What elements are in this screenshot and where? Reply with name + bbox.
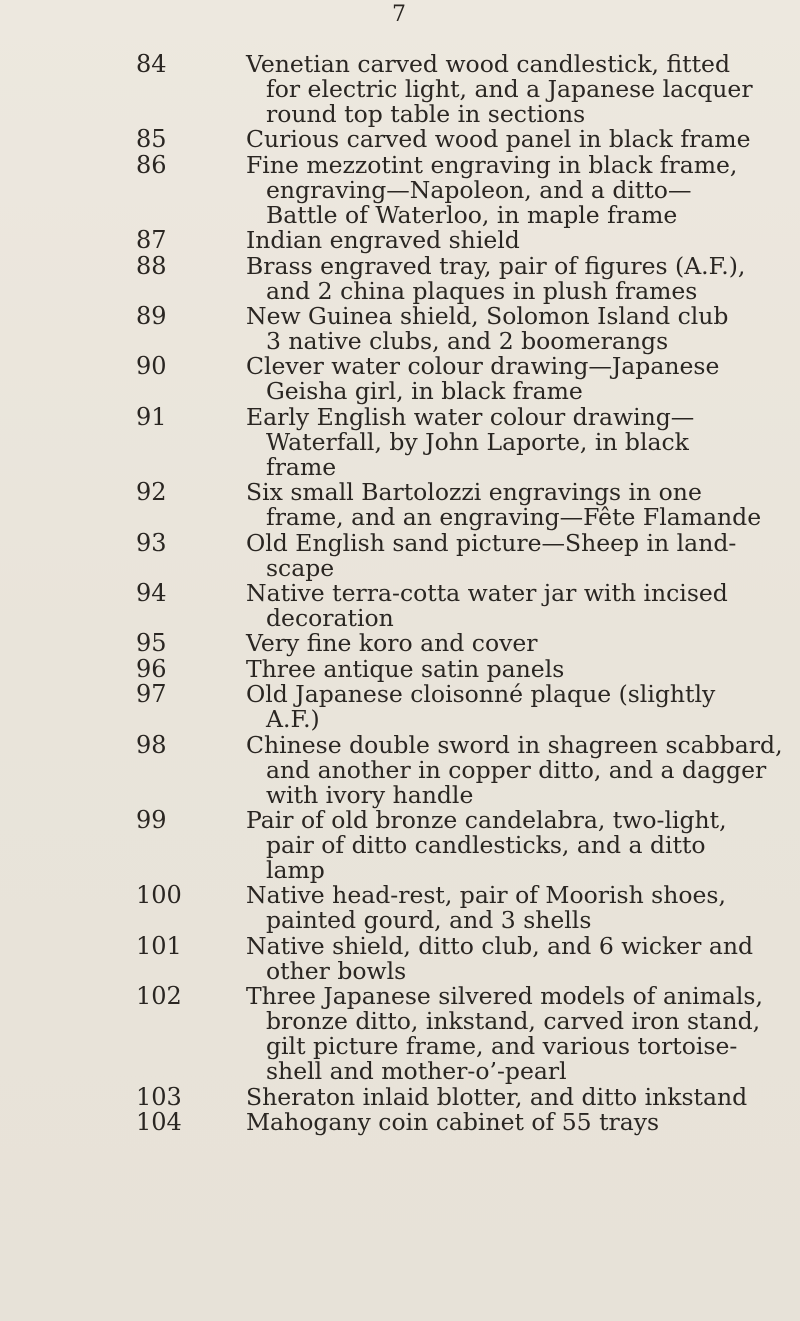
lot-description-line: Mahogany coin cabinet of 55 trays [246, 1108, 660, 1136]
lot-number: 95 [136, 629, 167, 658]
lot-description [246, 354, 792, 404]
lot-number: 93 [136, 528, 167, 557]
lot-number: 102 [136, 982, 182, 1011]
lot-description [246, 808, 792, 883]
lot-description-line: A.F.) [266, 705, 320, 734]
lot-description [246, 883, 792, 933]
lot-number: 86 [136, 150, 167, 179]
lot-description [246, 1110, 792, 1135]
lot-description [246, 402, 792, 481]
lot-number: 97 [136, 680, 167, 709]
lot-description [246, 304, 792, 354]
lot-description-line: Brass engraved tray, pair of figures (A.F.), [246, 251, 746, 280]
lot-description-line: Native terra-cotta water jar with incised [246, 579, 728, 607]
lot-number: 90 [136, 352, 167, 381]
lot-description-line: Geisha girl, in black frame [266, 377, 583, 406]
page-number: 7 [392, 2, 406, 27]
lot-number: 98 [136, 730, 167, 759]
lot-description-line: and 2 china plaques in plush frames [266, 276, 698, 305]
lot-description-line: Three antique satin panels [246, 654, 565, 683]
lot-description [246, 581, 792, 631]
lot-description-line: frame, and an engraving—Fête Flamande [266, 503, 762, 532]
lot-description-line: Chinese double sword in shagreen scabbard, [246, 730, 783, 759]
lot-description [246, 251, 792, 305]
lot-description [246, 984, 792, 1084]
lot-number: 87 [136, 226, 167, 255]
lot-number: 94 [136, 579, 167, 607]
lot-description [246, 631, 792, 656]
lot-number: 85 [136, 125, 167, 154]
lot-number: 100 [136, 881, 182, 910]
lot-description-line: Indian engraved shield [246, 226, 520, 255]
lot-description-line: scape [266, 553, 335, 582]
lot-description-line: 3 native clubs, and 2 boomerangs [266, 327, 669, 355]
lot-description [246, 127, 792, 152]
lot-description-line: Six small Bartolozzi engravings in one [246, 478, 702, 507]
lot-description-line: and another in copper ditto, and a dagger [266, 755, 767, 784]
lot-description [246, 682, 792, 732]
lot-description-line: painted gourd, and 3 shells [266, 906, 592, 935]
lot-description-line: Clever water colour drawing—Japanese [246, 352, 720, 381]
lot-description-line: Very fine koro and cover [246, 629, 538, 658]
lot-description [246, 150, 792, 229]
lot-description [246, 931, 792, 985]
lot-number: 103 [136, 1082, 182, 1111]
lot-number: 88 [136, 251, 167, 280]
lot-description-line: gilt picture frame, and various tortoise- [266, 1032, 738, 1061]
lot-description-line: lamp [266, 856, 325, 884]
lot-description-line: frame [266, 452, 337, 481]
lot-number: 84 [136, 50, 167, 78]
lot-number: 92 [136, 478, 167, 507]
lot-description-line: Three Japanese silvered models of animals, [246, 982, 763, 1011]
lot-number: 89 [136, 302, 167, 330]
lot-description-line: Native shield, ditto club, and 6 wicker and [246, 931, 754, 960]
lot-number: 91 [136, 402, 167, 431]
lot-number: 99 [136, 806, 167, 834]
lot-description-line: Venetian carved wood candlestick, fitted [246, 50, 731, 78]
lot-description-line: with ivory handle [266, 780, 474, 809]
lot-description-line: bronze ditto, inkstand, carved iron stand, [266, 1007, 761, 1036]
lot-description [246, 1082, 792, 1111]
lot-description [246, 228, 792, 253]
lot-description-line: Waterfall, by John Laporte, in black [266, 427, 689, 456]
lot-number: 101 [136, 931, 182, 960]
lot-description-line: Native head-rest, pair of Moorish shoes, [246, 881, 726, 910]
lot-description-line: Fine mezzotint engraving in black frame, [246, 150, 738, 179]
lot-description-line: New Guinea shield, Solomon Island club [246, 302, 729, 330]
lot-description-line: pair of ditto candlesticks, and a ditto [266, 831, 706, 859]
lot-description-line: Old Japanese cloisonné plaque (slightly [246, 680, 716, 709]
lot-description-line: decoration [266, 604, 394, 632]
lot-description-line: Early English water colour drawing— [246, 402, 695, 431]
lot-description-line: engraving—Napoleon, and a ditto— [266, 175, 692, 204]
lot-description [246, 528, 792, 582]
lot-description-line: other bowls [266, 956, 407, 985]
lot-description [246, 654, 792, 683]
lot-description [246, 730, 792, 809]
lot-description-line: for electric light, and a Japanese lacquer [266, 75, 753, 103]
lot-description-line: round top table in sections [266, 100, 586, 128]
lot-description-line: Curious carved wood panel in black frame [246, 125, 751, 154]
lot-description [246, 52, 792, 127]
lot-description-line: shell and mother-o’-pearl [266, 1057, 567, 1086]
lot-description-line: Sheraton inlaid blotter, and ditto inkstand [246, 1082, 748, 1111]
lot-number: 96 [136, 654, 167, 683]
lot-description-line: Battle of Waterloo, in maple frame [266, 200, 678, 229]
lot-description-line: Old English sand picture—Sheep in land- [246, 528, 737, 557]
lot-description [246, 480, 792, 530]
lot-number: 104 [136, 1108, 182, 1136]
lot-description-line: Pair of old bronze candelabra, two-light, [246, 806, 727, 834]
